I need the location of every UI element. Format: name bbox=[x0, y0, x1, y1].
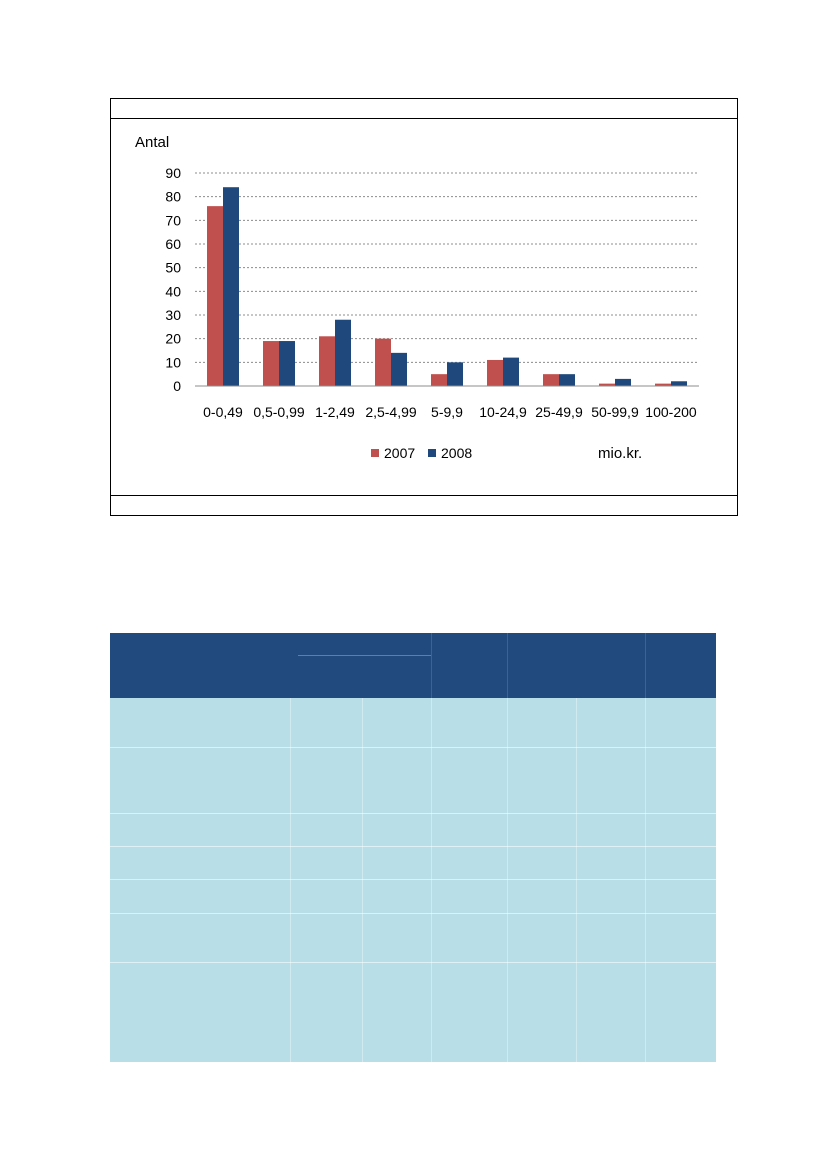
legend-swatch-2008 bbox=[428, 449, 436, 457]
table-column-divider bbox=[362, 698, 363, 1062]
bar-2007 bbox=[487, 360, 503, 386]
bar-2008 bbox=[671, 381, 687, 386]
table-column-divider bbox=[576, 698, 577, 1062]
x-axis-unit-label: mio.kr. bbox=[598, 445, 643, 462]
bar-2008 bbox=[335, 320, 351, 386]
bar-chart bbox=[111, 99, 737, 515]
y-tick-label: 30 bbox=[165, 307, 181, 323]
bar-2008 bbox=[503, 358, 519, 386]
x-tick-label: 5-9,9 bbox=[431, 404, 463, 420]
y-tick-label: 90 bbox=[165, 165, 181, 181]
table-row-divider bbox=[110, 813, 716, 814]
bar-2008 bbox=[615, 379, 631, 386]
y-tick-label: 20 bbox=[165, 330, 181, 347]
x-tick-label: 25-49,9 bbox=[535, 404, 583, 420]
x-tick-label: 0,5-0,99 bbox=[253, 404, 305, 420]
bar-2008 bbox=[279, 341, 295, 386]
bar-2007 bbox=[263, 341, 279, 386]
table-header-subrule bbox=[298, 655, 431, 656]
x-tick-label: 100-200 bbox=[645, 404, 697, 420]
legend-swatch-2007 bbox=[371, 449, 379, 457]
bar-2007 bbox=[543, 374, 559, 386]
bars bbox=[207, 187, 687, 386]
table-column-divider bbox=[507, 698, 508, 1062]
bar-2007 bbox=[319, 336, 335, 386]
x-tick-label: 1-2,49 bbox=[315, 404, 355, 420]
table-column-divider bbox=[431, 698, 432, 1062]
y-tick-label: 40 bbox=[165, 283, 181, 300]
bar-2008 bbox=[559, 374, 575, 386]
table-row-divider bbox=[110, 962, 716, 963]
bar-2007 bbox=[375, 339, 391, 386]
table-header-divider bbox=[645, 633, 646, 698]
table-column-divider bbox=[290, 698, 291, 1062]
table-header-divider bbox=[431, 633, 432, 698]
table-header bbox=[110, 633, 716, 698]
bar-2008 bbox=[447, 362, 463, 386]
table-header-divider bbox=[507, 633, 508, 698]
gridlines bbox=[195, 173, 699, 362]
bar-2008 bbox=[223, 187, 239, 386]
table-row-divider bbox=[110, 913, 716, 914]
table-column-divider bbox=[645, 698, 646, 1062]
y-tick-label: 60 bbox=[165, 236, 181, 252]
y-tick-label: 50 bbox=[165, 259, 181, 276]
table-panel bbox=[110, 633, 716, 1062]
x-tick-label: 10-24,9 bbox=[479, 404, 527, 420]
bar-2008 bbox=[391, 353, 407, 386]
legend bbox=[371, 445, 472, 461]
x-tick-label: 2,5-4,99 bbox=[365, 404, 417, 420]
bar-2007 bbox=[207, 206, 223, 386]
chart-frame bbox=[110, 98, 738, 516]
x-tick-label: 50-99,9 bbox=[591, 404, 639, 420]
y-axis-title: Antal bbox=[135, 134, 170, 151]
y-tick-label: 0 bbox=[173, 378, 181, 394]
legend-label-2007: 2007 bbox=[384, 445, 416, 461]
table-row-divider bbox=[110, 879, 716, 880]
legend-label-2008: 2008 bbox=[441, 445, 473, 461]
y-tick-label: 70 bbox=[165, 212, 181, 229]
y-tick-label: 10 bbox=[165, 354, 181, 371]
bar-2007 bbox=[431, 374, 447, 386]
table-row-divider bbox=[110, 846, 716, 847]
table-row-divider bbox=[110, 747, 716, 748]
y-tick-label: 80 bbox=[165, 188, 181, 205]
x-tick-label: 0-0,49 bbox=[203, 404, 243, 420]
